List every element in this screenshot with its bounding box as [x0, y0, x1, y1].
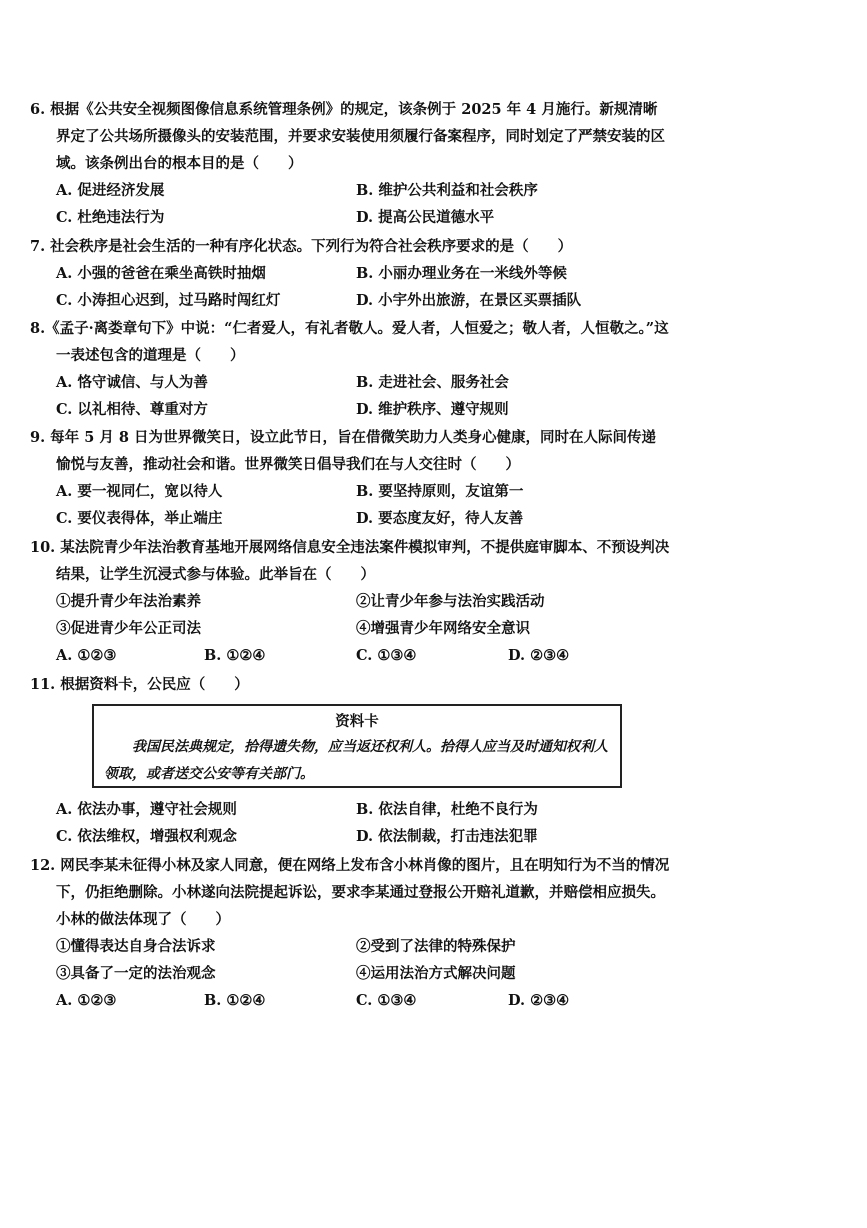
option-b: B. 小丽办理业务在一米线外等候	[356, 265, 567, 282]
question-stem: 8.《孟子·离娄章句下》中说：“仁者爱人，有礼者敬人。爱人者，人恒爱之；敬人者，人恒敬之。”这一表述包含的道理是（ ）	[30, 320, 669, 364]
option-c: C. 杜绝违法行为	[56, 209, 165, 226]
question-stem: 12. 网民李某未征得小林及家人同意，便在网络上发布含小林肖像的图片，且在明知行为不当的情况下，仍拒绝删除。小林遂向法院提起诉讼，要求李某通过登报公开赔礼道歉，并赔偿相应损失。小林的做法体现了（ ）	[30, 857, 670, 928]
option-b: B. ①②④	[204, 647, 266, 664]
option-grid	[30, 642, 670, 669]
option-grid	[30, 369, 670, 423]
option-d: D. 要态度友好，待人友善	[356, 510, 524, 527]
question-stem: 7. 社会秩序是社会生活的一种有序化状态。下列行为符合社会秩序要求的是（ ）	[30, 238, 573, 255]
question-stem: 6. 根据《公共安全视频图像信息系统管理条例》的规定，该条例于 2025 年 4 月施行。新规清晰界定了公共场所摄像头的安装范围，并要求安装使用须履行备案程序，同时划定了严禁安装的区域。该条例出台的根本目的是（ ）	[30, 101, 665, 172]
option-a: A. 要一视同仁，宽以待人	[56, 483, 223, 500]
statement-3: ③促进青少年公正司法	[56, 620, 201, 637]
question-11	[30, 671, 670, 698]
option-c: C. ①③④	[356, 647, 417, 664]
option-d: D. ②③④	[508, 992, 570, 1009]
option-d: D. 提高公民道德水平	[356, 209, 495, 226]
question-stem: 11. 根据资料卡，公民应（ ）	[30, 676, 249, 693]
statement-1: ①提升青少年法治素养	[56, 593, 201, 610]
option-grid	[30, 796, 670, 850]
option-b: B. ①②④	[204, 992, 266, 1009]
question-12	[30, 852, 670, 1014]
option-c: C. 要仪表得体，举止端庄	[56, 510, 223, 527]
option-grid	[30, 478, 670, 532]
data-card	[92, 704, 622, 788]
option-d: D. 维护秩序、遵守规则	[356, 401, 509, 418]
statement-3: ③具备了一定的法治观念	[56, 965, 216, 982]
question-9	[30, 424, 670, 532]
statement-2: ②受到了法律的特殊保护	[356, 938, 516, 955]
option-d: D. 依法制裁，打击违法犯罪	[356, 828, 538, 845]
data-card-title: 资料卡	[335, 713, 379, 730]
option-grid	[30, 177, 670, 231]
option-a: A. 小强的爸爸在乘坐高铁时抽烟	[56, 265, 266, 282]
option-d: D. ②③④	[508, 647, 570, 664]
question-stem: 10. 某法院青少年法治教育基地开展网络信息安全违法案件模拟审判，不提供庭审脚本、不预设判决结果，让学生沉浸式参与体验。此举旨在（ ）	[30, 539, 670, 583]
option-b: B. 依法自律，杜绝不良行为	[356, 801, 538, 818]
question-6	[30, 96, 670, 231]
question-7	[30, 233, 670, 314]
statement-grid	[30, 933, 670, 987]
option-a: A. ①②③	[56, 992, 117, 1009]
statement-4: ④运用法治方式解决问题	[356, 965, 516, 982]
option-d: D. 小宇外出旅游，在景区买票插队	[356, 292, 582, 309]
question-8	[30, 315, 670, 423]
option-b: B. 走进社会、服务社会	[356, 374, 509, 391]
statement-1: ①懂得表达自身合法诉求	[56, 938, 216, 955]
statement-grid	[30, 588, 670, 642]
option-c: C. 依法维权，增强权利观念	[56, 828, 237, 845]
option-a: A. ①②③	[56, 647, 117, 664]
data-card-body: 我国民法典规定，拾得遗失物，应当返还权利人。拾得人应当及时通知权利人领取，或者送交公安等有关部门。	[104, 739, 608, 782]
question-11-options	[30, 796, 670, 850]
statement-2: ②让青少年参与法治实践活动	[356, 593, 545, 610]
option-c: C. ①③④	[356, 992, 417, 1009]
option-a: A. 依法办事，遵守社会规则	[56, 801, 237, 818]
statement-4: ④增强青少年网络安全意识	[356, 620, 530, 637]
option-c: C. 小涛担心迟到，过马路时闯红灯	[56, 292, 281, 309]
option-grid	[30, 260, 670, 314]
option-b: B. 要坚持原则，友谊第一	[356, 483, 524, 500]
option-a: A. 促进经济发展	[56, 182, 165, 199]
option-c: C. 以礼相待、尊重对方	[56, 401, 208, 418]
question-10	[30, 534, 670, 669]
option-grid	[30, 987, 670, 1014]
option-b: B. 维护公共利益和社会秩序	[356, 182, 538, 199]
question-stem: 9. 每年 5 月 8 日为世界微笑日，设立此节日，旨在借微笑助力人类身心健康，同时在人际间传递愉悦与友善，推动社会和谐。世界微笑日倡导我们在与人交往时（ ）	[30, 429, 657, 473]
option-a: A. 恪守诚信、与人为善	[56, 374, 208, 391]
